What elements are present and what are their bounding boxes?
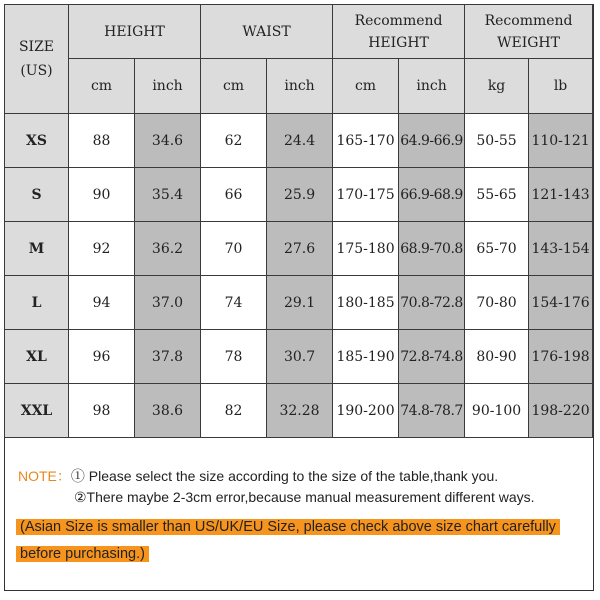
rec-height-inch-cell: 72.8-74.8 (399, 330, 465, 384)
waist-cm-cell: 78 (201, 330, 267, 384)
height-inch-cell: 35.4 (135, 168, 201, 222)
warning-line-2: before purchasing.) (16, 546, 149, 562)
rec-weight-lb-cell: 110-121 (529, 114, 593, 168)
waist-inch-cell: 30.7 (267, 330, 333, 384)
unit-rec-height-inch: inch (399, 59, 465, 114)
rec-height-cm-cell: 185-190 (333, 330, 399, 384)
waist-cm-cell: 66 (201, 168, 267, 222)
size-header-label: SIZE (US) (18, 39, 55, 79)
size-cell: XL (5, 330, 69, 384)
rec-weight-lb-cell: 176-198 (529, 330, 593, 384)
table-row (5, 384, 593, 438)
rec-height-cm-cell: 165-170 (333, 114, 399, 168)
height-inch-cell: 38.6 (135, 384, 201, 438)
rec-weight-kg-cell: 70-80 (465, 276, 529, 330)
size-cell: L (5, 276, 69, 330)
table-row (5, 330, 593, 384)
height-header: HEIGHT (69, 5, 201, 59)
unit-row (5, 59, 593, 114)
waist-cm-cell: 82 (201, 384, 267, 438)
unit-rec-weight-kg: kg (465, 59, 529, 114)
table-row (5, 222, 593, 276)
unit-rec-weight-lb: lb (529, 59, 593, 114)
unit-waist-cm: cm (201, 59, 267, 114)
note-line-2: ②There maybe 2-3cm error,because manual measurement different ways. (74, 489, 535, 505)
rec-height-inch-cell: 74.8-78.7 (399, 384, 465, 438)
height-cm-cell: 98 (69, 384, 135, 438)
height-cm-cell: 94 (69, 276, 135, 330)
rec-weight-lb-cell: 143-154 (529, 222, 593, 276)
table-row (5, 114, 593, 168)
rec-weight-lb-cell: 198-220 (529, 384, 593, 438)
note-text-1: ① Please select the size according to the size of the table,thank you. (70, 468, 499, 484)
unit-waist-inch: inch (267, 59, 333, 114)
rec-height-cm-cell: 170-175 (333, 168, 399, 222)
waist-header: WAIST (201, 5, 333, 59)
warning-line-1: (Asian Size is smaller than US/UK/EU Size, please check above size chart carefully (16, 519, 560, 535)
table-row (5, 168, 593, 222)
notes-section (4, 434, 592, 590)
waist-inch-cell: 29.1 (267, 276, 333, 330)
height-cm-cell: 90 (69, 168, 135, 222)
size-cell: XS (5, 114, 69, 168)
waist-inch-cell: 27.6 (267, 222, 333, 276)
height-inch-cell: 37.0 (135, 276, 201, 330)
size-chart-table (4, 4, 593, 438)
rec-weight-kg-cell: 90-100 (465, 384, 529, 438)
height-cm-cell: 92 (69, 222, 135, 276)
rec-weight-lb-cell: 121-143 (529, 168, 593, 222)
size-header (5, 5, 69, 114)
unit-height-cm: cm (69, 59, 135, 114)
header-row (5, 5, 593, 59)
size-cell: XXL (5, 384, 69, 438)
rec-weight-header (465, 5, 593, 59)
size-cell: M (5, 222, 69, 276)
rec-height-cm-cell: 180-185 (333, 276, 399, 330)
rec-height-header (333, 5, 465, 59)
rec-height-cm-cell: 190-200 (333, 384, 399, 438)
height-cm-cell: 88 (69, 114, 135, 168)
rec-height-cm-cell: 175-180 (333, 222, 399, 276)
unit-height-inch: inch (135, 59, 201, 114)
size-cell: S (5, 168, 69, 222)
height-inch-cell: 37.8 (135, 330, 201, 384)
waist-cm-cell: 62 (201, 114, 267, 168)
height-cm-cell: 96 (69, 330, 135, 384)
rec-weight-lb-cell: 154-176 (529, 276, 593, 330)
height-inch-cell: 36.2 (135, 222, 201, 276)
rec-weight-kg-cell: 50-55 (465, 114, 529, 168)
unit-rec-height-cm: cm (333, 59, 399, 114)
rec-height-inch-cell: 64.9-66.9 (399, 114, 465, 168)
note-line-1 (18, 466, 498, 486)
waist-inch-cell: 25.9 (267, 168, 333, 222)
note-label: NOTE： (18, 468, 71, 484)
waist-cm-cell: 70 (201, 222, 267, 276)
waist-inch-cell: 24.4 (267, 114, 333, 168)
rec-height-header-label: Recommend HEIGHT (354, 12, 443, 51)
waist-inch-cell: 32.28 (267, 384, 333, 438)
rec-height-inch-cell: 68.9-70.8 (399, 222, 465, 276)
waist-cm-cell: 74 (201, 276, 267, 330)
rec-height-inch-cell: 66.9-68.9 (399, 168, 465, 222)
rec-weight-kg-cell: 80-90 (465, 330, 529, 384)
asian-size-warning (16, 515, 586, 569)
rec-weight-kg-cell: 65-70 (465, 222, 529, 276)
rec-height-inch-cell: 70.8-72.8 (399, 276, 465, 330)
table-row (5, 276, 593, 330)
rec-weight-header-label: Recommend WEIGHT (484, 12, 573, 51)
height-inch-cell: 34.6 (135, 114, 201, 168)
rec-weight-kg-cell: 55-65 (465, 168, 529, 222)
